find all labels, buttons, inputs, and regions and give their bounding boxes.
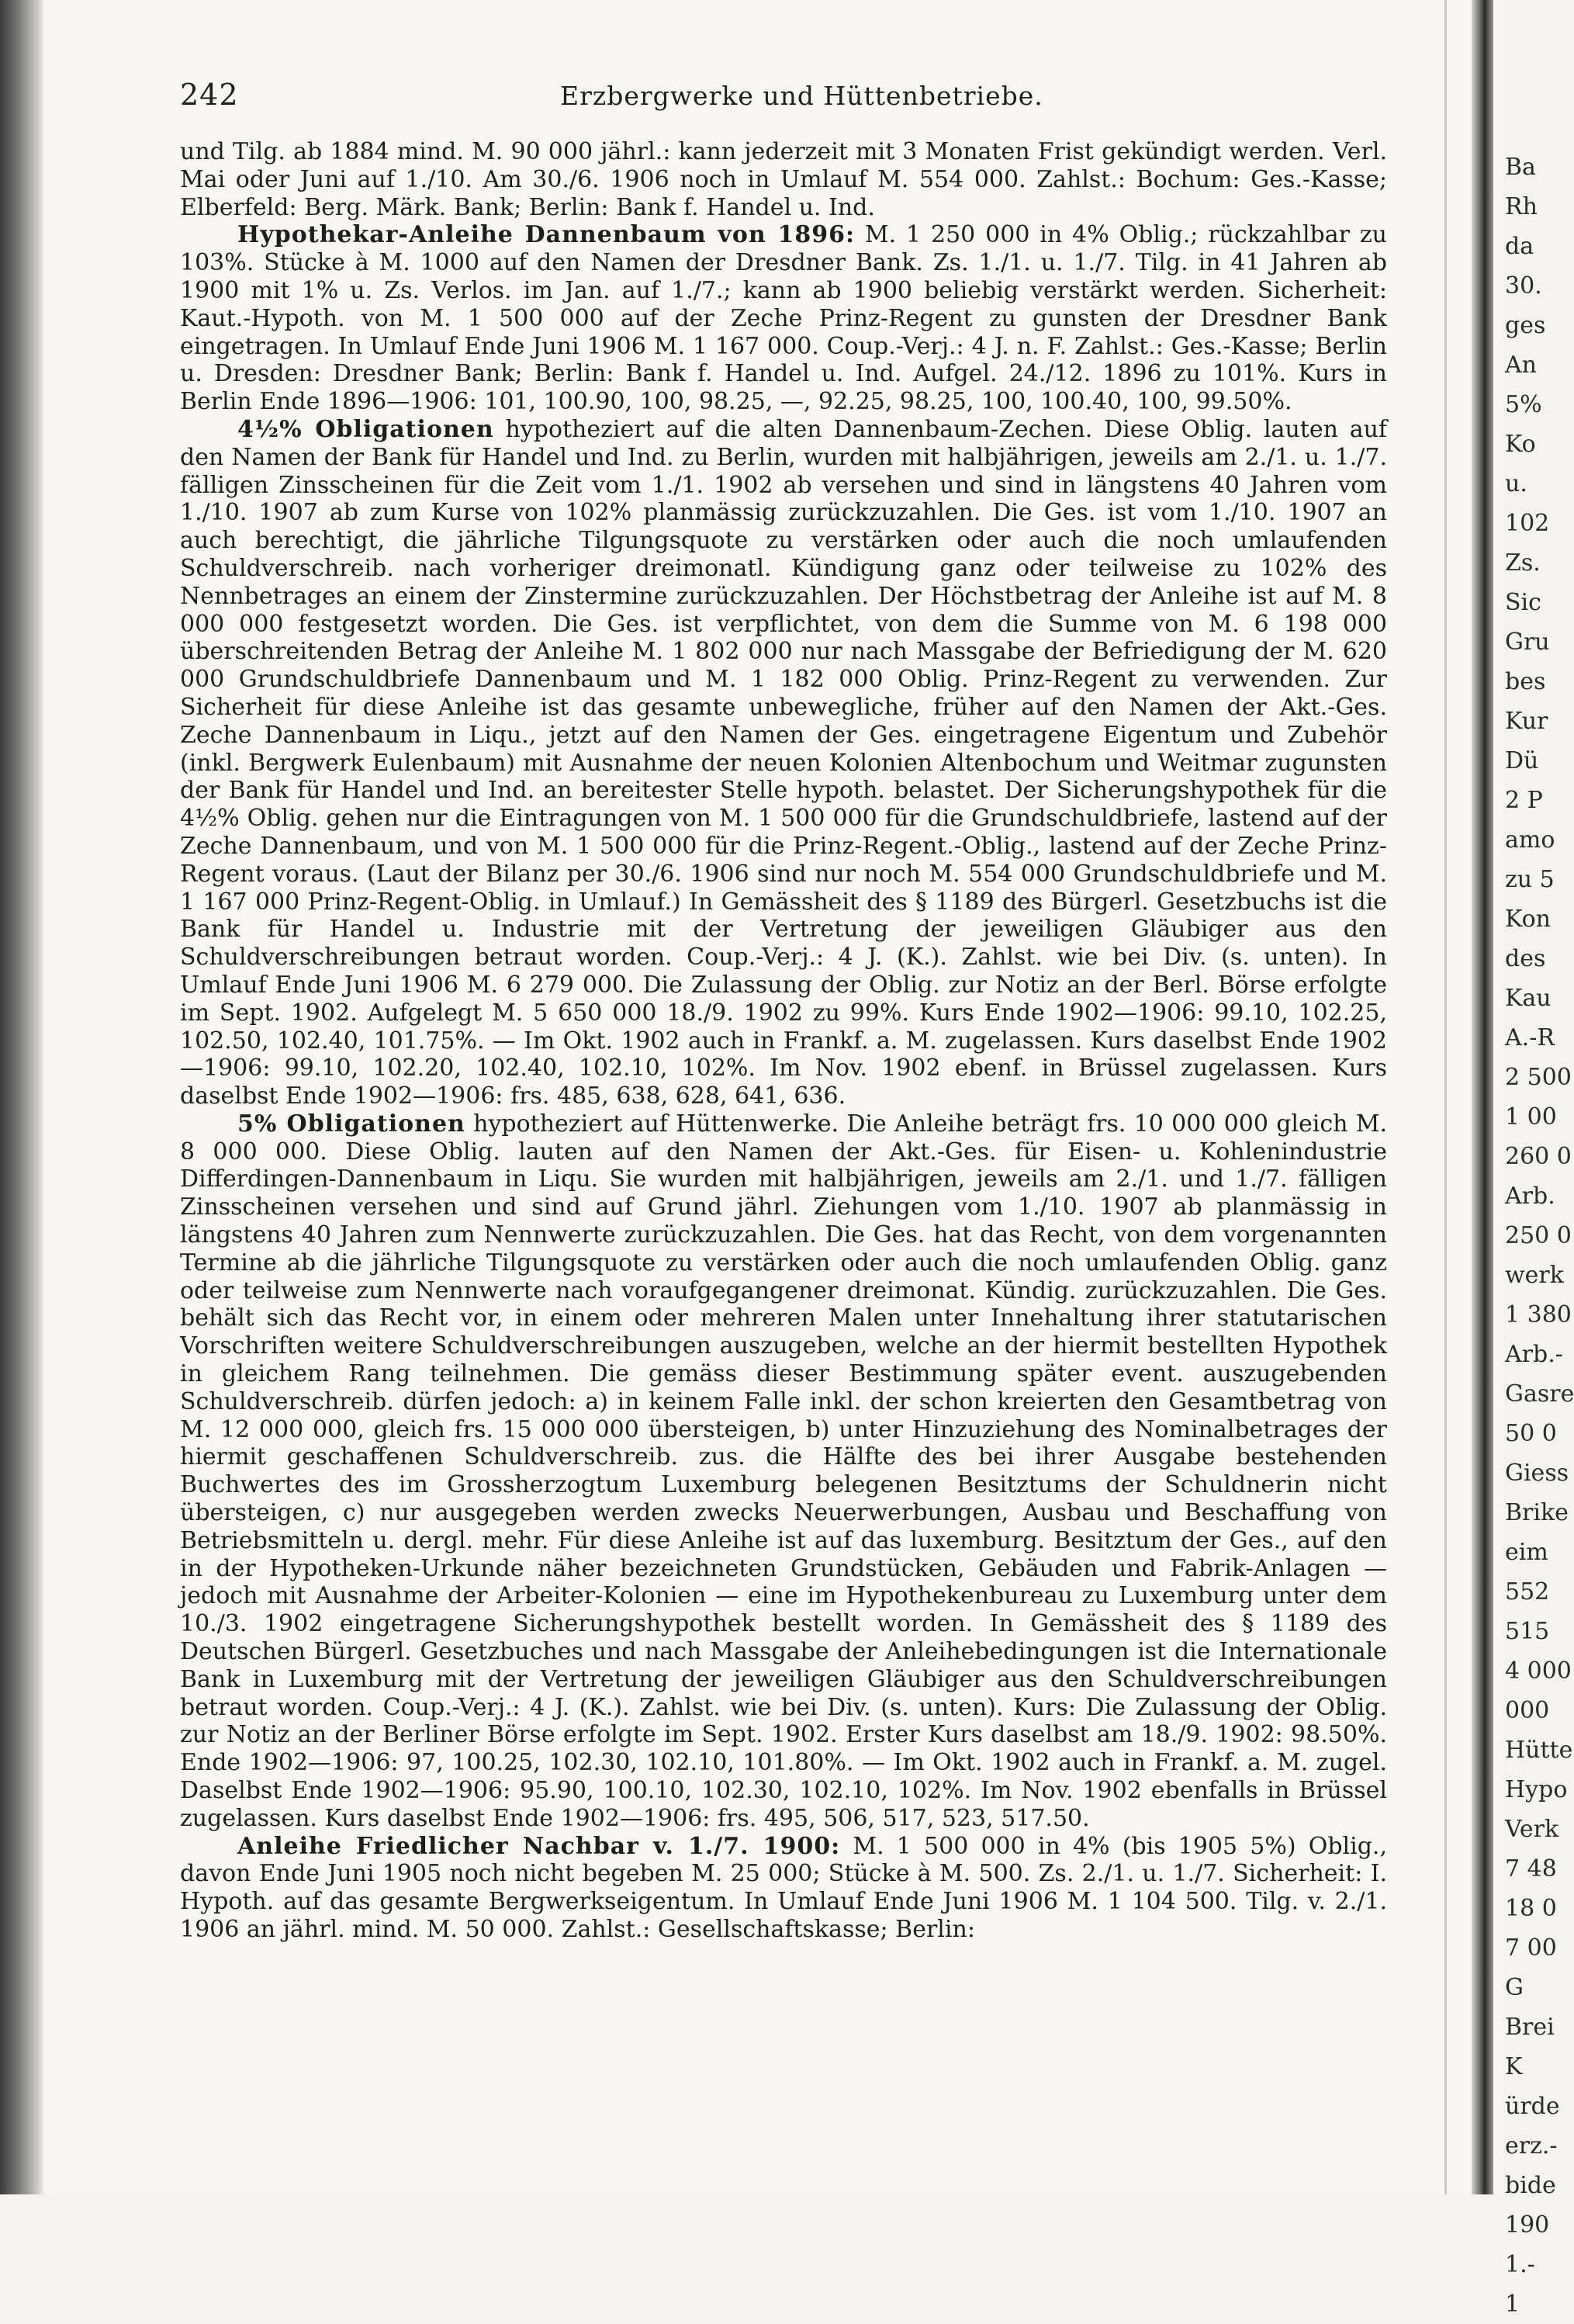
body-text bbox=[180, 138, 1387, 1944]
paragraph-obligationen-4-5: 4½% Obligationen hypotheziert auf die alten Dannenbaum-Zechen. Diese Oblig. lauten auf den Namen der Bank für Handel und Ind. zu Berlin, wurden mit halbjährigen, jeweils am 2./1. u. 1./7. fälligen Zinsscheinen für die Zeit vom 1./1. 1902 ab versehen und sind in längstens 40 Jahren vom 1./10. 1907 ab zum Kurse von 102% planmässig zurückzuzahlen. Die Ges. ist vom 1./10. 1907 an auch berechtigt, die jährliche Tilgungsquote zu verstärken oder auch die noch umlaufenden Schuldverschreib. nach vorheriger dreimonatl. Kündigung ganz oder teilweise zu 102% des Nennbetrages an einem der Zinstermine zurückzuzahlen. Der Höchstbetrag der Anleihe ist auf M. 8 000 000 festgesetzt worden. Die Ges. ist verpflichtet, von dem die Summe von M. 6 198 000 überschreitenden Betrag der Anleihe M. 1 802 000 nur nach Massgabe der Befriedigung der M. 620 000 Grundschuldbriefe Dannenbaum und M. 1 182 000 Oblig. Prinz-Regent zu verwenden. Zur Sicherheit für diese Anleihe ist das gesamte unbewegliche, früher auf den Namen der Akt.-Ges. Zeche Dannenbaum in Liqu., jetzt auf den Namen der Ges. eingetragene Eigentum und Zubehör (inkl. Bergwerk Eulenbaum) mit Ausnahme der neuen Kolonien Altenbochum und Weitmar zugunsten der Bank für Handel und Ind. an bereitester Stelle hypoth. belastet. Der Sicherungshypothek für die 4½% Oblig. gehen nur die Eintragungen von M. 1 500 000 für die Grundschuldbriefe, lastend auf der Zeche Dannenbaum, und von M. 1 500 000 für die Prinz-Regent.-Oblig., lastend auf der Zeche Prinz-Regent voraus. (Laut der Bilanz per 30./6. 1906 sind nur noch M. 554 000 Grundschuldbriefe und M. 1 167 000 Prinz-Regent-Oblig. in Umlauf.) In Gemässheit des § 1189 des Bürgerl. Gesetzbuchs ist die Bank für Handel u. Industrie mit der Vertretung der jeweiligen Gläubiger aus den Schuldverschreibungen betraut worden. Coup.-Verj.: 4 J. (K.). Zahlst. wie bei Div. (s. unten). In Umlauf Ende Juni 1906 M. 6 279 000. Die Zulassung der Oblig. zur Notiz an der Berl. Börse erfolgte im Sept. 1902. Aufgelegt M. 5 650 000 18./9. 1902 zu 99%. Kurs Ende 1902—1906: 99.10, 102.25, 102.50, 102.40, 101.75%. — Im Okt. 1902 auch in Frankf. a. M. zugelassen. Kurs daselbst Ende 1902—1906: 99.10, 102.20, 102.40, 102.10, 102%. Im Nov. 1902 ebenf. in Brüssel zugelassen. Kurs daselbst Ende 1902—1906: frs. 485, 638, 628, 641, 636. bbox=[180, 415, 1388, 1110]
adjacent-page-fragment: werk bbox=[1505, 1262, 1564, 1289]
adjacent-page-fragment: bes bbox=[1505, 668, 1546, 695]
adjacent-page-fragment: Verk bbox=[1505, 1816, 1559, 1843]
adjacent-page-strip bbox=[1505, 147, 1574, 2318]
adjacent-page-fragment: ürde bbox=[1505, 2093, 1560, 2120]
adjacent-page-fragment: Brike bbox=[1505, 1499, 1569, 1526]
paragraph-heading: 4½% Obligationen bbox=[237, 415, 494, 443]
adjacent-page-fragment: Zs. bbox=[1505, 549, 1541, 577]
adjacent-page-fragment: amo bbox=[1505, 826, 1555, 854]
paragraph-heading: 5% Obligationen bbox=[237, 1110, 465, 1138]
adjacent-page-fragment: Gasre bbox=[1505, 1380, 1574, 1408]
adjacent-page-fragment: Rh bbox=[1505, 193, 1538, 220]
adjacent-page-fragment: 250 0 bbox=[1505, 1222, 1572, 1249]
adjacent-page-fragment: Arb. bbox=[1505, 1183, 1555, 1210]
adjacent-page-fragment: bide bbox=[1505, 2172, 1556, 2199]
adjacent-page-fragment: Gru bbox=[1505, 629, 1550, 656]
paragraph-heading: Anleihe Friedlicher Nachbar v. 1./7. 1900: bbox=[237, 1832, 841, 1860]
adjacent-page-fragment: Ko bbox=[1505, 431, 1536, 458]
adjacent-page-fragment: 18 0 bbox=[1505, 1895, 1557, 1922]
adjacent-page-fragment: 1 bbox=[1505, 2291, 1520, 2318]
adjacent-page-fragment: 1.- bbox=[1505, 2251, 1535, 2278]
adjacent-page-fragment: Kon bbox=[1505, 906, 1551, 933]
adjacent-page-fragment: u. bbox=[1505, 470, 1527, 497]
adjacent-page-fragment: 515 bbox=[1505, 1618, 1550, 1645]
adjacent-page-fragment: des bbox=[1505, 945, 1546, 972]
adjacent-page-fragment: 2 500 bbox=[1505, 1064, 1572, 1091]
paragraph-obligationen-5: 5% Obligationen hypotheziert auf Hüttenwerke. Die Anleihe beträgt frs. 10 000 000 gleich M. 8 000 000. Diese Oblig. lauten auf den Namen der Akt.-Ges. für Eisen- u. Kohlenindustrie Differdingen-Dannenbaum in Liqu. Sie wurden mit halbjährigen, jeweils am 2./1. und 1./7. fälligen Zinsscheinen versehen und sind auf Grund jährl. Ziehungen vom 1./10. 1907 ab planmässig in längstens 40 Jahren zum Nennwerte zurückzuzahlen. Die Ges. hat das Recht, von dem vorgenannten Termine ab die jährliche Tilgungsquote zu verstärken oder auch die noch umlaufenden Oblig. ganz oder teilweise zum Nennwerte nach voraufgegangener dreimonat. Kündig. zurückzuzahlen. Die Ges. behält sich das Recht vor, in einem oder mehreren Malen unter Innehaltung ihrer statutarischen Vorschriften weitere Schuldverschreibungen auszugeben, welche an der hiermit bestellten Hypothek in gleichem Rang teilnehmen. Die gemäss dieser Bestimmung später event. auszugebenden Schuldverschreib. dürfen jedoch: a) in keinem Falle inkl. der schon kreierten den Gesamtbetrag von M. 12 000 000, gleich frs. 15 000 000 übersteigen, b) unter Hinzuziehung des Nominalbetrages der hiermit geschaffenen Schuldverschreib. zus. die Hälfte des bei ihrer Ausgabe bestehenden Buchwertes des im Grossherzogtum Luxemburg belegenen Besitztums der Schuldnerin nicht übersteigen, c) nur ausgegeben werden zwecks Neuerwerbungen, Ausbau und Beschaffung von Betriebsmitteln u. dergl. mehr. Für diese Anleihe ist auf das luxemburg. Besitztum der Ges., auf den in der Hypotheken-Urkunde näher bezeichneten Grundstücken, Gebäuden und Fabrik-Anlagen — jedoch mit Ausnahme der Arbeiter-Kolonien — eine im Hypothekenbureau zu Luxemburg unter dem 10./3. 1902 eingetragene Sicherungshypothek bestellt worden. In Gemässheit des § 1189 des Deutschen Bürgerl. Gesetzbuches und nach Massgabe der Anleihebedingungen ist die Internationale Bank in Luxemburg mit der Vertretung der jeweiligen Gläubiger aus den Schuldverschreibungen betraut worden. Coup.-Verj.: 4 J. (K.). Zahlst. wie bei Div. (s. unten). Kurs: Die Zulassung der Oblig. zur Notiz an der Berliner Börse erfolgte im Sept. 1902. Erster Kurs daselbst am 18./9. 1902: 98.50%. Ende 1902—1906: 97, 100.25, 102.30, 102.10, 101.80%. — Im Okt. 1902 auch in Frankf. a. M. zugel. Daselbst Ende 1902—1906: 95.90, 100.10, 102.30, 102.10, 102%. Im Nov. 1902 ebenfalls in Brüssel zugelassen. Kurs daselbst Ende 1902—1906: frs. 495, 506, 517, 523, 517.50. bbox=[180, 1110, 1388, 1832]
adjacent-page-fragment: Kau bbox=[1505, 985, 1552, 1012]
adjacent-page-fragment: 1 380 bbox=[1505, 1301, 1572, 1328]
adjacent-page-fragment: G bbox=[1505, 1974, 1524, 2001]
adjacent-page-fragment: 102 bbox=[1505, 510, 1550, 537]
adjacent-page-fragment: Dü bbox=[1505, 747, 1539, 774]
adjacent-page-fragment: erz.- bbox=[1505, 2132, 1558, 2159]
adjacent-page-fragment: 30. bbox=[1505, 272, 1542, 300]
adjacent-page-fragment: Hütte bbox=[1505, 1737, 1573, 1764]
book-gutter bbox=[1472, 0, 1493, 2194]
adjacent-page-fragment: Kur bbox=[1505, 708, 1548, 735]
page-left-edge-shadow bbox=[0, 0, 45, 2194]
adjacent-page-fragment: Sic bbox=[1505, 589, 1541, 616]
adjacent-page-fragment: An bbox=[1505, 352, 1537, 379]
adjacent-page-fragment: 1 00 bbox=[1505, 1103, 1557, 1131]
paragraph-continued: und Tilg. ab 1884 mind. M. 90 000 jährl.: kann jederzeit mit 3 Monaten Frist gekündigt werden. Verl. Mai oder Juni auf 1./10. Am 30./6. 1906 noch in Umlauf M. 554 000. Zahlst.: Bochum: Ges.-Kasse; Elberfeld: Berg. Märk. Bank; Berlin: Bank f. Handel u. Ind. bbox=[180, 138, 1387, 221]
paragraph-hypothekar-anleihe: Hypothekar-Anleihe Dannenbaum von 1896: M. 1 250 000 in 4% Oblig.; rückzahlbar zu 103%. Stücke à M. 1000 auf den Namen der Dresdner Bank. Zs. 1./1. u. 1./7. Tilg. in 41 Jahren ab 1900 mit 1% u. Zs. Verlos. im Jan. auf 1./7.; kann ab 1900 beliebig verstärkt werden. Sicherheit: Kaut.-Hypoth. von M. 1 500 000 auf der Zeche Prinz-Regent zu gunsten der Dresdner Bank eingetragen. In Umlauf Ende Juni 1906 M. 1 167 000. Coup.-Verj.: 4 J. n. F. Zahlst.: Ges.-Kasse; Berlin u. Dresden: Dresdner Bank; Berlin: Bank f. Handel u. Ind. Aufgel. 24./12. 1896 zu 101%. Kurs in Berlin Ende 1896—1906: 101, 100.90, 100, 98.25, —, 92.25, 98.25, 100, 100.40, 100, 99.50%. bbox=[180, 221, 1387, 416]
adjacent-page-fragment: ges bbox=[1505, 312, 1546, 339]
adjacent-page-fragment: da bbox=[1505, 233, 1534, 260]
adjacent-page-fragment: 7 48 bbox=[1505, 1855, 1557, 1882]
page-number: 242 bbox=[180, 78, 239, 112]
adjacent-page-fragment: A.-R bbox=[1505, 1024, 1555, 1051]
adjacent-page-fragment: 2 P bbox=[1505, 787, 1543, 814]
adjacent-page-fragment: 5% bbox=[1505, 391, 1542, 418]
adjacent-page-fragment: Arb.- bbox=[1505, 1341, 1563, 1368]
page-header bbox=[180, 78, 1387, 116]
adjacent-page-fragment: K bbox=[1505, 2053, 1523, 2080]
running-title: Erzbergwerke und Hüttenbetriebe. bbox=[560, 81, 1043, 111]
adjacent-page-fragment: zu 5 bbox=[1505, 866, 1555, 893]
adjacent-page-fragment: 4 000 bbox=[1505, 1657, 1572, 1685]
adjacent-page-fragment: 7 00 bbox=[1505, 1934, 1557, 1962]
paragraph-anleihe-friedlicher-nachbar: Anleihe Friedlicher Nachbar v. 1./7. 1900: M. 1 500 000 in 4% (bis 1905 5%) Oblig., davon Ende Juni 1905 noch nicht begeben M. 25 000; Stücke à M. 500. Zs. 2./1. u. 1./7. Sicherheit: I. Hypoth. auf das gesamte Bergwerkseigentum. In Umlauf Ende Juni 1906 M. 1 104 500. Tilg. v. 2./1. 1906 an jährl. mind. M. 50 000. Zahlst.: Gesellschaftskasse; Berlin: bbox=[180, 1832, 1387, 1943]
adjacent-page-fragment: eim bbox=[1505, 1539, 1548, 1566]
adjacent-page-fragment: 000 bbox=[1505, 1697, 1550, 1724]
adjacent-page-fragment: Giess bbox=[1505, 1460, 1569, 1487]
adjacent-page-fragment: Hypo bbox=[1505, 1776, 1568, 1803]
paragraph-heading: Hypothekar-Anleihe Dannenbaum von 1896: bbox=[237, 221, 856, 249]
column-rule bbox=[1444, 0, 1447, 2194]
adjacent-page-fragment: 260 0 bbox=[1505, 1143, 1572, 1170]
adjacent-page-fragment: Brei bbox=[1505, 2014, 1555, 2041]
adjacent-page-fragment: 50 0 bbox=[1505, 1420, 1557, 1447]
adjacent-page-fragment: 552 bbox=[1505, 1578, 1550, 1605]
adjacent-page-fragment: Ba bbox=[1505, 154, 1536, 181]
adjacent-page-fragment: 190 bbox=[1505, 2211, 1550, 2239]
